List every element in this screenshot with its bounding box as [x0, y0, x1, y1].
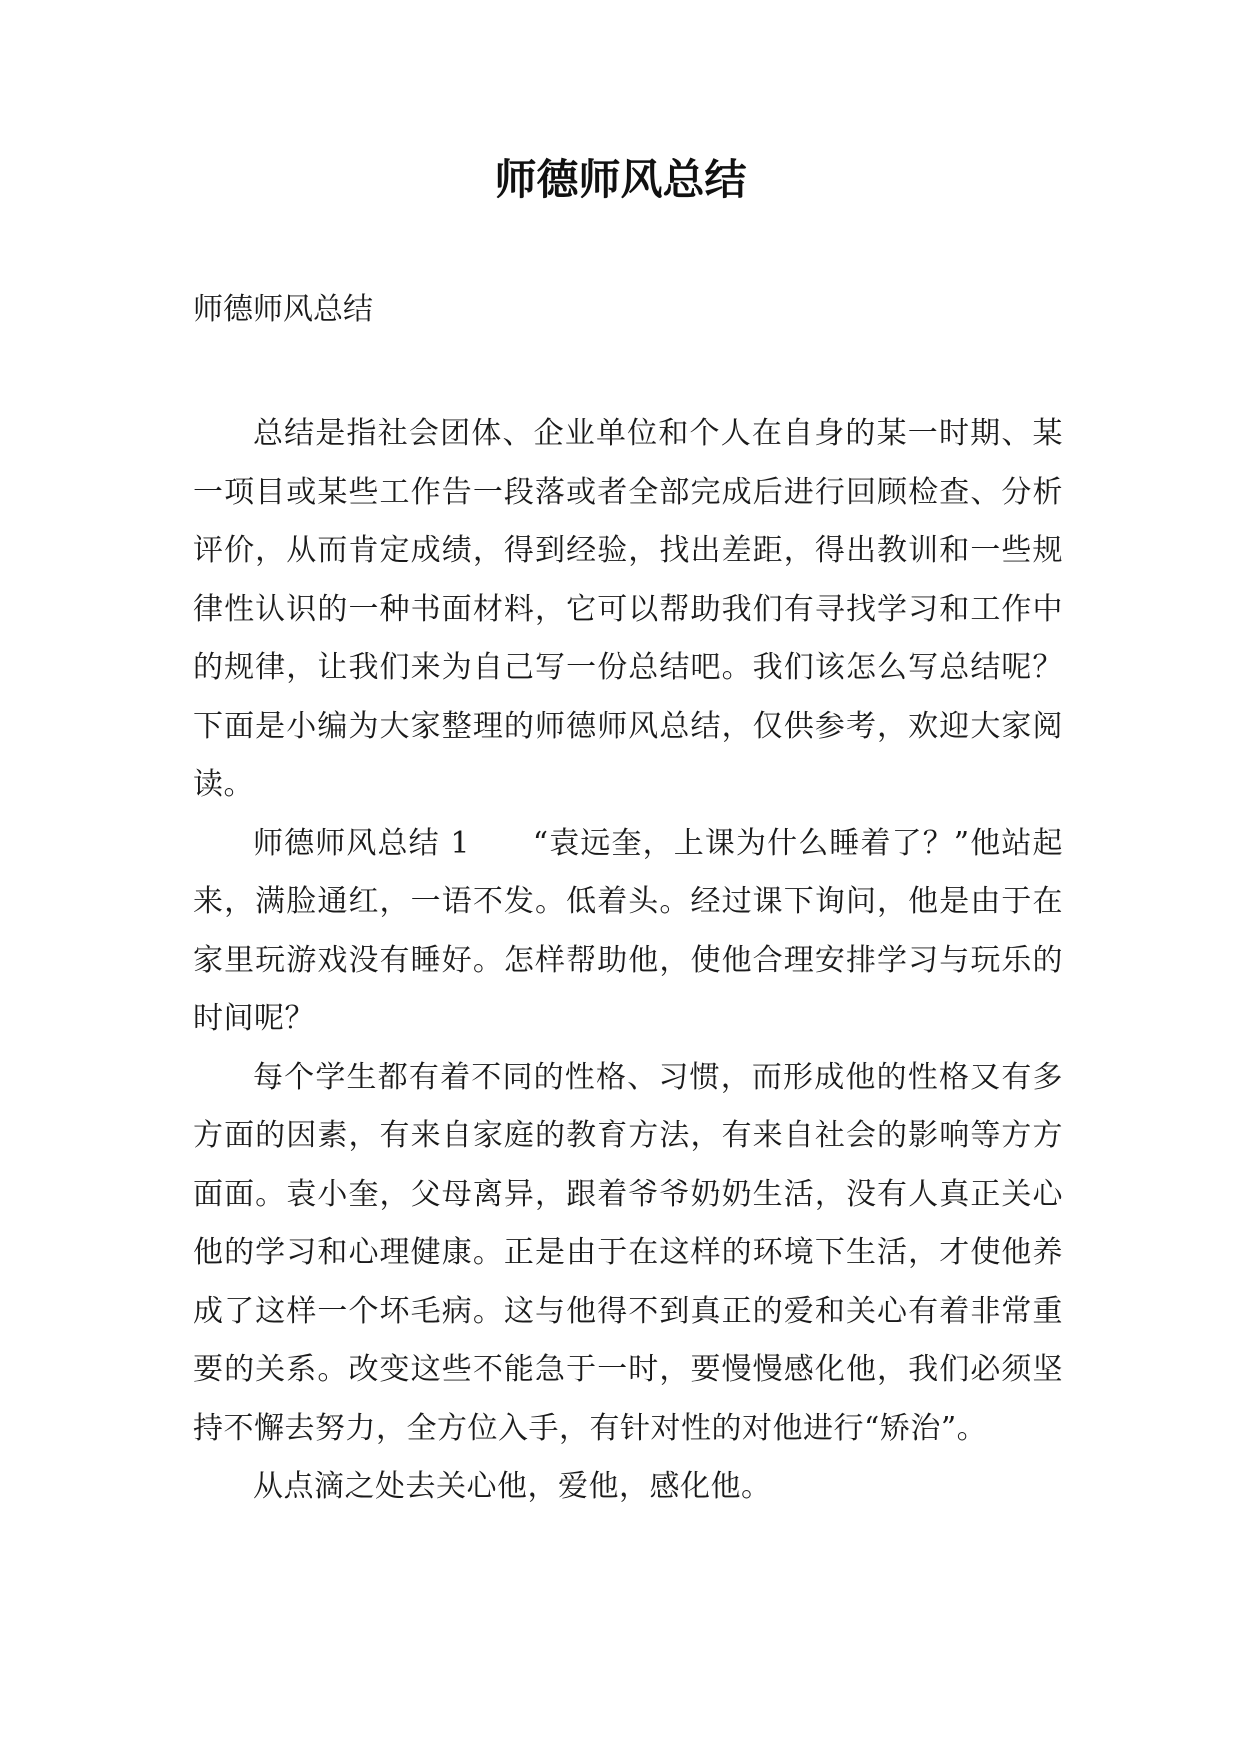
document-title: 师德师风总结 — [494, 155, 747, 204]
paragraph-student-background: 每个学生都有着不同的性格、习惯，而形成他的性格又有多方面的因素，有来自家庭的教育方法，有来自社会的影响等方方面面。袁小奎，父母离异，跟着爷爷奶奶生活，没有人真正关心他的学习和心理健康。正是由于在这样的环境下生活，才使他养成了这样一个坏毛病。这与他得不到真正的爱和关心有着非常重要的关系。改变这些不能急于一时，要慢慢感化他，我们必须坚持不懈去努力，全方位入手，有针对性的对他进行“矫治”。 — [193, 1059, 1063, 1446]
document-subtitle: 师德师风总结 — [193, 292, 373, 327]
paragraph-intro: 总结是指社会团体、企业单位和个人在自身的某一时期、某一项目或某些工作告一段落或者全部完成后进行回顾检查、分析评价，从而肯定成绩，得到经验，找出差距，得出教训和一些规律性认识的一种书面材料，它可以帮助我们有寻找学习和工作中的规律，让我们来为自己写一份总结吧。我们该怎么写总结呢？下面是小编为大家整理的师德师风总结，仅供参考，欢迎大家阅读。 — [193, 416, 1063, 802]
paragraph-care: 从点滴之处去关心他，爱他，感化他。 — [253, 1469, 772, 1504]
document-body — [193, 405, 1063, 1517]
paragraph-summary-1: 师德师风总结 1 “袁远奎，上课为什么睡着了？”他站起来，满脸通红，一语不发。低着头。经过课下询问，他是由于在家里玩游戏没有睡好。怎样帮助他，使他合理安排学习与玩乐的时间呢？ — [193, 825, 1063, 1036]
